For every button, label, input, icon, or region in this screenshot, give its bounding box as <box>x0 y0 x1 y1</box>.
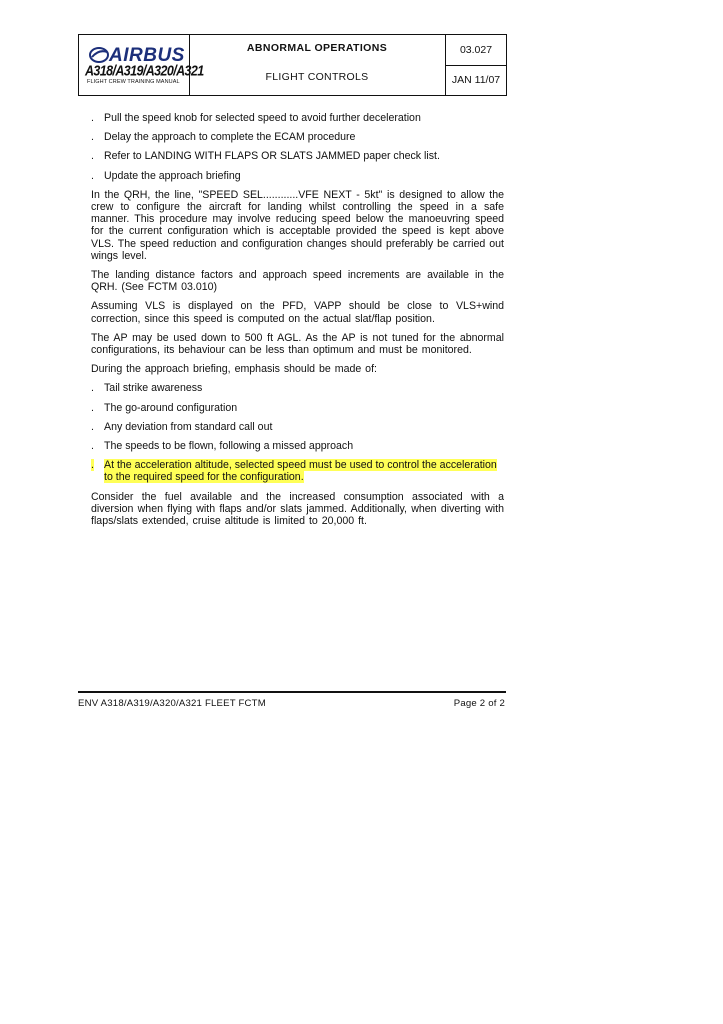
list-item <box>91 421 504 433</box>
bullet-marker: . <box>91 150 94 163</box>
paragraph-landing-distance: The landing distance factors and approach speed increments are available in the QRH. (See FCTM 03.010) <box>91 269 504 294</box>
list-item-text: Refer to LANDING WITH FLAPS OR SLATS JAMMED paper check list. <box>104 150 440 163</box>
bullet-marker: . <box>91 440 94 453</box>
subject-title: FLIGHT CONTROLS <box>265 71 369 83</box>
list-item-text: Any deviation from standard call out <box>104 420 273 433</box>
paragraph-vls: Assuming VLS is displayed on the PFD, VAPP should be close to VLS+wind correction, since this speed is computed on the actual slat/flap position. <box>91 300 504 325</box>
list-item-text: Pull the speed knob for selected speed to avoid further deceleration <box>104 112 421 124</box>
paragraph-fuel: Consider the fuel available and the increased consumption associated with a diversion when flying with flaps and/or slats jammed. Additionally, when diverting with flaps/slats extended, cruise altitude is limited to 20,000 ft. <box>91 490 504 528</box>
bullet-marker: . <box>91 382 94 395</box>
list-item <box>91 170 504 182</box>
section-reference: 03.027 <box>459 44 493 56</box>
list-item-text: Tail strike awareness <box>104 382 203 395</box>
list-item-text: Update the approach briefing <box>104 169 241 182</box>
highlighted-text: At the acceleration altitude, selected speed must be used to control the acceleration to the required speed for the configuration. <box>104 459 497 484</box>
brand-name: AIRBUS <box>109 45 185 66</box>
bullet-marker: . <box>91 131 94 144</box>
chapter-title: ABNORMAL OPERATIONS <box>246 42 388 54</box>
list-item-text: The go-around configuration <box>104 401 238 414</box>
bullet-marker: . <box>91 459 94 472</box>
footer-divider <box>78 691 506 693</box>
bullet-marker: . <box>91 420 94 433</box>
revision-date: JAN 11/07 <box>451 74 501 86</box>
list-item-text: The speeds to be flown, following a missed approach <box>104 440 354 453</box>
page-body <box>91 112 504 534</box>
header-divider <box>445 65 506 66</box>
list-item <box>91 440 504 452</box>
bullet-marker: . <box>91 112 94 124</box>
manual-name: FLIGHT CREW TRAINING MANUAL <box>87 79 180 85</box>
paragraph-briefing: During the approach briefing, emphasis should be made of: <box>91 363 377 376</box>
bullet-marker: . <box>91 169 94 182</box>
list-item <box>91 150 504 162</box>
list-item-text: Delay the approach to complete the ECAM procedure <box>104 131 356 144</box>
list-item <box>91 112 504 124</box>
aircraft-models: A318/A319/A320/A321 <box>85 63 204 80</box>
list-item <box>91 382 504 394</box>
paragraph-autopilot: The AP may be used down to 500 ft AGL. As the AP is not tuned for the abnormal configurations, its behaviour can be less than optimum and must be monitored. <box>91 331 504 357</box>
bullet-marker: . <box>91 401 94 414</box>
list-item <box>91 402 504 414</box>
airbus-emblem-icon <box>89 47 109 63</box>
footer-manual-id: ENV A318/A319/A320/A321 FLEET FCTM <box>78 698 266 709</box>
list-item-highlighted <box>91 459 504 483</box>
list-item <box>91 131 504 143</box>
paragraph-qrh: In the QRH, the line, "SPEED SEL............VFE NEXT - 5kt" is designed to allow the crew to configure the aircraft for landing whilst controlling the speed in a safe manner. This procedure may involve reducing speed below the manoeuvring speed for the current configuration which is acceptable provided the speed is kept above VLS. The speed reduction and configuration changes should preferably be carried out wings level. <box>91 188 504 262</box>
page-header <box>78 34 507 96</box>
page-number: Page 2 of 2 <box>453 698 505 709</box>
airbus-logo-block <box>79 35 204 95</box>
